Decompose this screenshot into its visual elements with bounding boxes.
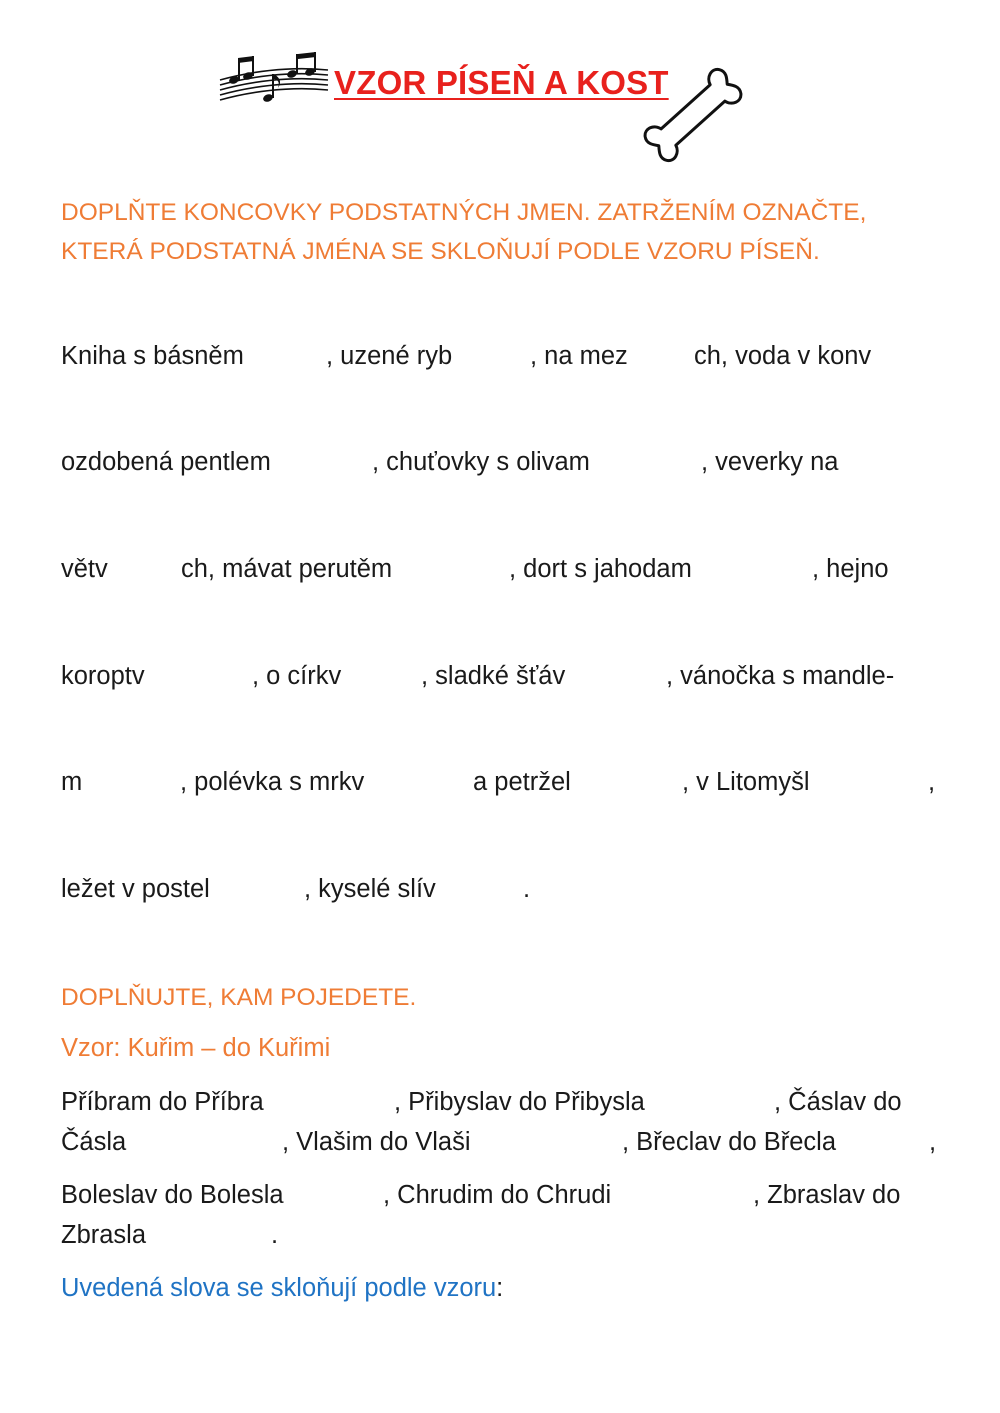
text-fragment: . xyxy=(523,875,531,903)
bone-icon xyxy=(640,64,746,171)
text-fragment: a petržel xyxy=(473,768,571,796)
text-fragment: , polévka s mrkv xyxy=(180,768,365,796)
text-fragment: ch, voda v konv xyxy=(694,342,872,370)
task2-instruction: DOPLŇUJTE, KAM POJEDETE. xyxy=(61,984,417,1011)
text-fragment: větv xyxy=(61,555,108,583)
text-fragment: , Vlašim do Vlaši xyxy=(282,1128,471,1156)
text-fragment: , veverky na xyxy=(701,448,839,476)
text-fragment: , na mez xyxy=(530,342,628,370)
task2-example: Vzor: Kuřim – do Kuřimi xyxy=(61,1034,331,1062)
text-fragment: , sladké šťáv xyxy=(421,662,566,690)
text-fragment: , chuťovky s olivam xyxy=(372,448,590,476)
text-fragment: , dort s jahodam xyxy=(509,555,692,583)
text-fragment: Příbram do Příbra xyxy=(61,1088,264,1116)
text-fragment: , xyxy=(929,1128,937,1156)
text-fragment: . xyxy=(271,1221,279,1249)
text-fragment: Čásla xyxy=(61,1128,127,1156)
text-fragment: , vánočka s mandle- xyxy=(666,662,895,690)
page-title: VZOR PÍSEŇ A KOST xyxy=(334,64,669,101)
text-fragment: , o církv xyxy=(252,662,342,690)
text-fragment: ch, mávat perutěm xyxy=(181,555,393,583)
text-fragment: , Čáslav do xyxy=(774,1088,902,1116)
text-fragment: , v Litomyšl xyxy=(682,768,810,796)
final-question-text: Uvedená slova se skloňují podle vzoru xyxy=(61,1274,497,1302)
text-fragment: Boleslav do Bolesla xyxy=(61,1181,284,1209)
text-fragment: koroptv xyxy=(61,662,145,690)
final-question xyxy=(61,1274,503,1303)
music-notes-icon xyxy=(218,52,330,109)
text-fragment: ozdobená pentlem xyxy=(61,448,271,476)
text-fragment: Zbrasla xyxy=(61,1221,147,1249)
text-fragment: ležet v postel xyxy=(61,875,210,903)
text-fragment: , uzené ryb xyxy=(326,342,453,370)
task1-instruction-line2: KTERÁ PODSTATNÁ JMÉNA SE SKLOŇUJÍ PODLE VZORU PÍSEŇ. xyxy=(61,238,820,265)
text-fragment: , Zbraslav do xyxy=(753,1181,901,1209)
task1-instruction-line1: DOPLŇTE KONCOVKY PODSTATNÝCH JMEN. ZATRŽENÍM OZNAČTE, xyxy=(61,199,867,226)
text-fragment: , kyselé slív xyxy=(304,875,436,903)
text-fragment: , Přibyslav do Přibysla xyxy=(394,1088,645,1116)
text-fragment: , Chrudim do Chrudi xyxy=(383,1181,612,1209)
text-fragment: , hejno xyxy=(812,555,889,583)
text-fragment: Kniha s básněm xyxy=(61,342,244,370)
text-fragment: m xyxy=(61,768,83,796)
text-fragment: , Břeclav do Břecla xyxy=(622,1128,837,1156)
final-question-colon: : xyxy=(496,1274,504,1302)
text-fragment: , xyxy=(928,768,936,796)
task1-instruction xyxy=(61,193,866,271)
